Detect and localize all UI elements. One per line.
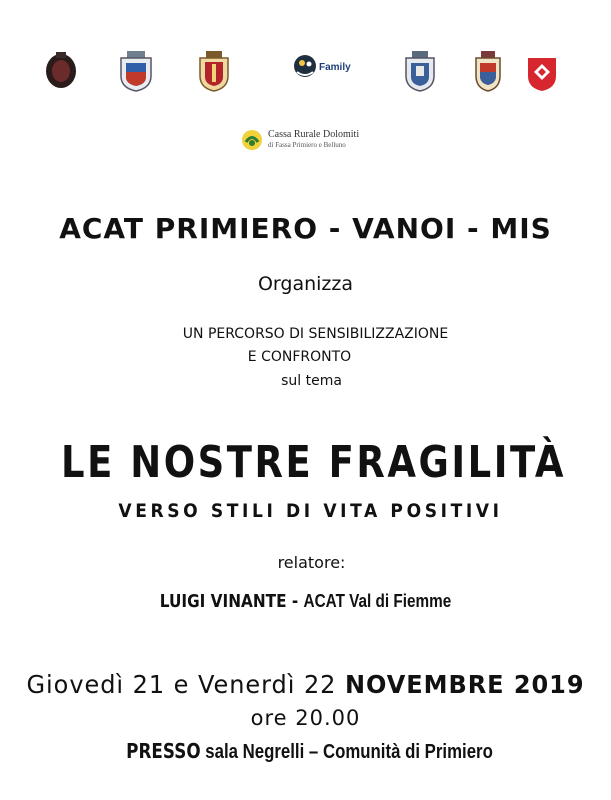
municipal-crest-icon bbox=[472, 50, 504, 92]
organizer-title: ACAT PRIMIERO - VANOI - MIS bbox=[59, 212, 552, 245]
event-venue bbox=[53, 739, 566, 764]
venue-presso: PRESSO bbox=[126, 739, 201, 763]
sponsor-subtitle: di Fassa Primiero e Belluno bbox=[268, 141, 346, 149]
speaker-separator: - bbox=[286, 591, 304, 612]
event-month-year: NOVEMBRE 2019 bbox=[344, 670, 585, 699]
intro-line-2: E CONFRONTO bbox=[247, 349, 352, 365]
municipal-crest-icon bbox=[44, 50, 78, 90]
intro-line-3: sul tema bbox=[281, 373, 342, 389]
speaker-line bbox=[46, 591, 565, 612]
municipal-crest-icon bbox=[526, 56, 558, 92]
intro-line-1: UN PERCORSO DI SENSIBILIZZAZIONE bbox=[182, 326, 449, 342]
event-subtitle: VERSO STILI DI VITA POSITIVI bbox=[118, 500, 503, 522]
organizza-label: Organizza bbox=[257, 273, 354, 295]
sponsor-logo bbox=[240, 129, 359, 151]
speaker-organization: ACAT Val di Fiemme bbox=[303, 591, 452, 611]
event-dates bbox=[12, 670, 599, 699]
municipal-crest-icon bbox=[195, 50, 233, 92]
sponsor-name: Cassa Rurale Dolomiti bbox=[268, 129, 360, 140]
family-logo-text: Family bbox=[319, 61, 351, 73]
event-days: Giovedì 21 e Venerdì 22 bbox=[26, 670, 345, 699]
venue-place: sala Negrelli – Comunità di Primiero bbox=[200, 741, 493, 763]
family-symbol-icon bbox=[292, 52, 318, 82]
speaker-label: relatore: bbox=[277, 553, 346, 572]
speaker-name: LUIGI VINANTE bbox=[159, 591, 287, 612]
event-title: LE NOSTRE FRAGILITÀ bbox=[61, 437, 566, 488]
event-time: ore 20.00 bbox=[250, 706, 361, 730]
family-logo bbox=[292, 52, 351, 82]
bank-logo-icon bbox=[240, 129, 264, 151]
municipal-crest-icon bbox=[117, 50, 155, 92]
municipal-crest-icon bbox=[402, 50, 438, 92]
